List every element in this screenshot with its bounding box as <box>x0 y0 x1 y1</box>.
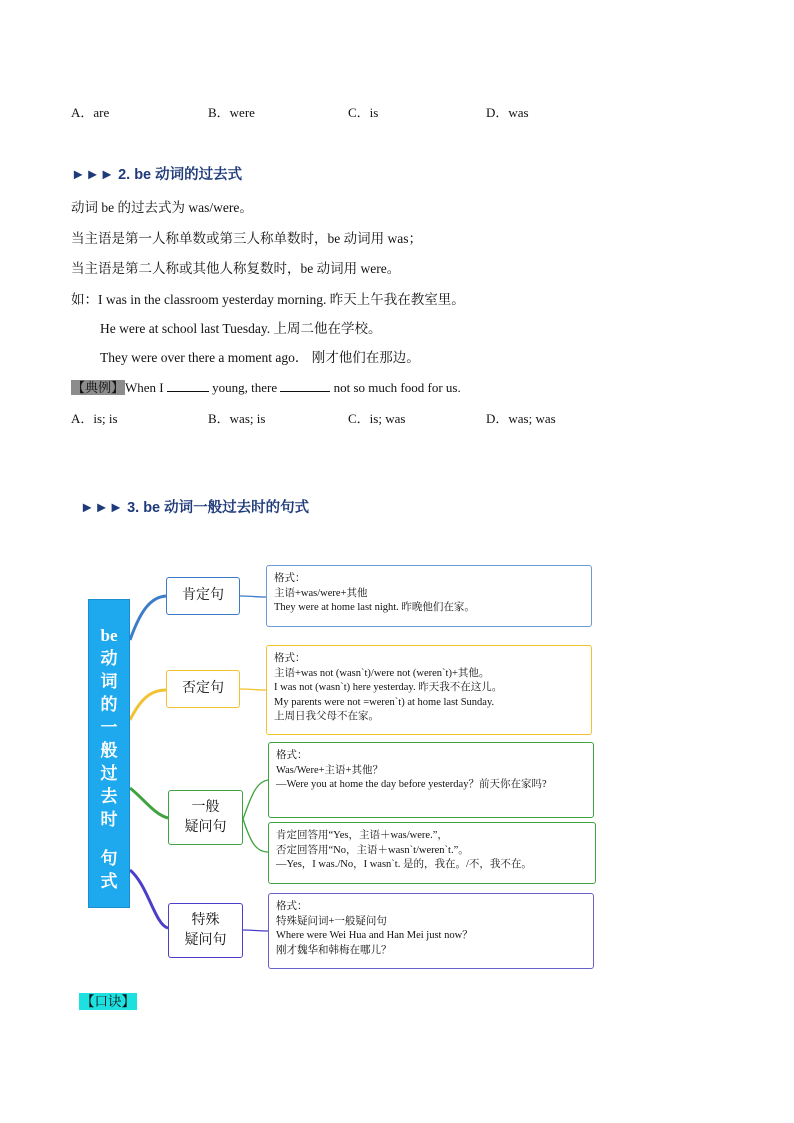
q1-option-c: C．is <box>348 105 379 120</box>
root-char: 式 <box>100 872 118 891</box>
box-negative-line: 上周日我父母不在家。 <box>274 711 379 722</box>
section2-line: 如：I was in the classroom yesterday morning. 昨天上午我在教室里。 <box>71 292 465 307</box>
section2-line: 当主语是第一人称单数或第三人称单数时，be 动词用 was； <box>71 231 422 246</box>
section2-line: 动词 be 的过去式为 was/were。 <box>71 200 253 215</box>
root-char: be <box>100 626 118 645</box>
root-char <box>89 831 129 847</box>
box-affirm-line: 主语+was/were+其他 <box>274 587 368 599</box>
box-question-line: 格式： <box>276 750 308 761</box>
box-special-line: 刚才魏华和韩梅在哪儿？ <box>276 944 392 956</box>
box-answer-line: —Yes，I was./No，I wasn`t. 是的，我在。/不，我不在。 <box>276 859 532 870</box>
section2-line: He were at school last Tuesday. 上周二他在学校。 <box>100 321 382 336</box>
box-affirm-line: 格式： <box>274 573 306 584</box>
node-affirm: 肯定句 <box>166 577 240 615</box>
connector-affirm <box>130 596 166 640</box>
node-negative: 否定句 <box>166 670 240 708</box>
connector-question <box>130 788 168 818</box>
example-option-a: A．is; is <box>71 411 118 426</box>
q1-option-d: D．was <box>486 105 529 120</box>
node-special-label: 疑问句 <box>184 932 227 948</box>
q1-option-b: B．were <box>208 105 255 120</box>
example-option-d: D．was; was <box>486 411 556 426</box>
connector-negative <box>130 690 166 720</box>
example-text: not so much food for us. <box>330 380 461 395</box>
koujue-label: 【口诀】 <box>81 994 135 1009</box>
example-text: young, there <box>208 380 281 395</box>
box-negative-line: My parents were not =weren`t) at home last Sunday. <box>274 696 495 708</box>
connector-special <box>130 870 168 928</box>
box-special <box>268 893 594 969</box>
root-char: 去 <box>100 787 118 806</box>
box-special-line: 特殊疑问词+一般疑问句 <box>276 915 387 927</box>
node-question-label: 疑问句 <box>184 819 227 835</box>
box-answer-line: 否定回答用“No，主语＋wasn`t/weren`t.”。 <box>276 844 469 856</box>
koujue-tag <box>79 990 137 1011</box>
node-question <box>168 790 243 845</box>
box-affirm <box>266 565 592 627</box>
root-char: 一 <box>100 718 118 737</box>
connector-question-box1 <box>243 780 268 819</box>
section3-heading: ►►► 3. be 动词一般过去时的句式 <box>80 500 310 516</box>
box-affirm-line: They were at home last night. 昨晚他们在家。 <box>274 602 475 613</box>
q1-option-a: A．are <box>71 105 110 120</box>
box-question-line: —Were you at home the day before yesterday？前天你在家吗? <box>276 779 547 790</box>
section2-line: They were over there a moment ago． 刚才他们在那边。 <box>100 350 420 365</box>
box-question-answer <box>268 822 596 884</box>
box-answer-line: 肯定回答用“Yes，主语＋was/were.”， <box>276 830 448 841</box>
root-char: 句 <box>100 849 118 868</box>
box-negative-line: 主语+was not (wasn`t)/were not (weren`t)+其他。 <box>274 667 490 679</box>
root-char: 词 <box>100 672 118 691</box>
root-char: 的 <box>100 695 118 714</box>
example-text: When I <box>125 380 167 395</box>
box-special-line: Where were Wei Hua and Han Mei just now？ <box>276 930 473 941</box>
node-question-label: 一般 <box>191 799 220 815</box>
box-negative-line: 格式： <box>274 653 306 664</box>
example-tag: 【典例】 <box>72 380 125 395</box>
connector-negative-box <box>240 689 266 690</box>
box-question-line: Was/Were+主语+其他？ <box>276 764 383 776</box>
box-question-format <box>268 742 594 818</box>
box-negative <box>266 645 592 735</box>
mindmap-root <box>88 599 130 908</box>
connector-special-box <box>243 930 268 931</box>
section2-heading: ►►► 2. be 动词的过去式 <box>71 167 243 183</box>
connector-affirm-box <box>240 596 266 597</box>
box-negative-line: I was not (wasn`t) here yesterday. 昨天我不在这儿。 <box>274 682 503 693</box>
example-option-c: C．is; was <box>348 411 406 426</box>
node-special <box>168 903 243 958</box>
root-char: 时 <box>100 810 118 829</box>
example-option-b: B．was; is <box>208 411 266 426</box>
connector-question-box2 <box>243 819 268 852</box>
box-special-line: 格式： <box>276 901 308 912</box>
node-special-label: 特殊 <box>191 912 220 928</box>
section2-line: 当主语是第二人称或其他人称复数时，be 动词用 were。 <box>71 261 401 276</box>
root-char: 般 <box>100 741 118 760</box>
root-char: 过 <box>100 764 118 783</box>
root-char: 动 <box>100 649 118 668</box>
